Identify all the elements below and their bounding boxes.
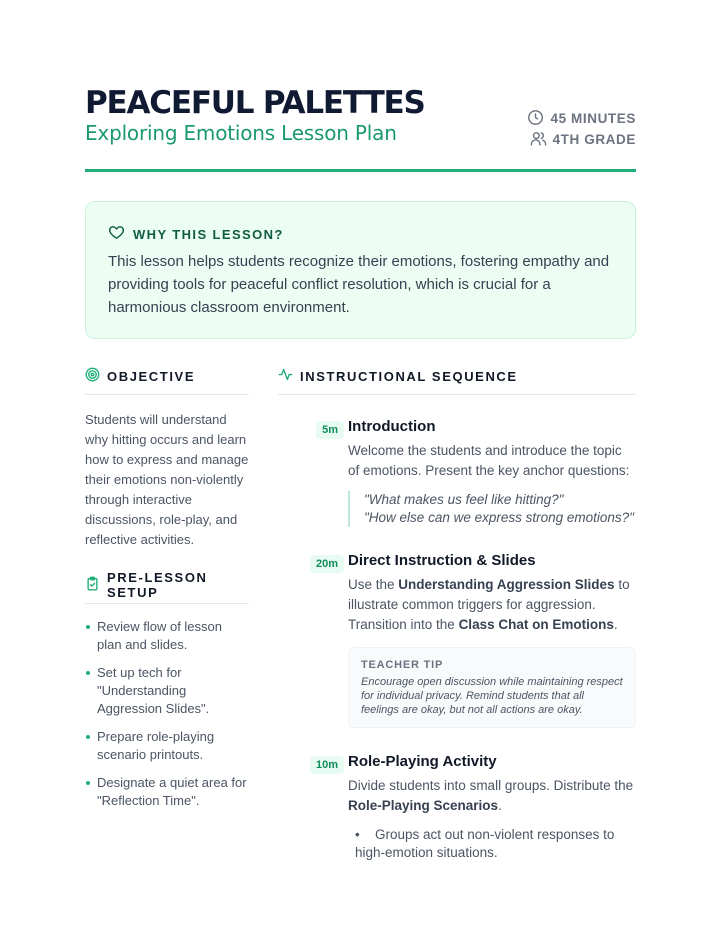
list-item: Prepare role-playing scenario printouts.: [85, 728, 249, 764]
tip-text: Encourage open discussion while maintaining respect for individual privacy. Remind students that all feelings are okay, but not all actions are okay.: [361, 676, 623, 716]
objective-heading: OBJECTIVE: [85, 366, 249, 386]
setup-heading: PRE-LESSON SETUP: [85, 575, 249, 595]
why-heading: WHY THIS LESSON?: [108, 224, 613, 244]
instructional-sequence-section: [278, 366, 636, 862]
time-badge: 5m: [316, 421, 344, 439]
why-this-lesson-card: [85, 201, 636, 339]
target-icon: [85, 367, 107, 385]
teacher-tip-box: [348, 647, 636, 728]
section-divider: [278, 394, 636, 395]
clipboard-check-icon: [85, 576, 107, 594]
clock-icon: [527, 109, 550, 129]
anchor-question: "What makes us feel like hitting?": [364, 492, 564, 507]
list-item: • Groups act out non-violent responses to high-emotion situations.: [355, 827, 615, 860]
lesson-header: [85, 84, 636, 148]
objective-text: Students will understand why hitting occurs and learn how to express and manage their emotions non-violently through interactive discussions, role-play, and reflective activities.: [85, 412, 249, 547]
left-column: [85, 366, 249, 820]
header-divider: [85, 169, 636, 172]
duration-label: 45 MINUTES: [550, 111, 636, 126]
list-item: Review flow of lesson plan and slides.: [85, 618, 249, 654]
time-badge: 20m: [310, 555, 344, 573]
setup-list: [85, 618, 249, 810]
step-text: Divide students into small groups. Distribute the Role-Playing Scenarios.: [348, 778, 634, 813]
step-title: Introduction: [348, 418, 436, 435]
list-item: Designate a quiet area for "Reflection Time".: [85, 774, 249, 810]
section-divider: [85, 603, 249, 604]
sequence-step-introduction: [278, 416, 636, 527]
activity-icon: [278, 367, 300, 385]
time-badge: 10m: [310, 756, 344, 774]
tip-heading: TEACHER TIP: [361, 659, 444, 671]
objective-section: [85, 366, 249, 550]
page-subtitle: Exploring Emotions Lesson Plan: [85, 121, 397, 145]
step-text: Use the Understanding Aggression Slides to illustrate common triggers for aggression. Transition into the Class Chat on Emotions.: [348, 577, 630, 632]
step-title: Role-Playing Activity: [348, 753, 497, 770]
lesson-meta: [527, 108, 636, 150]
page-title: PEACEFUL PALETTES: [85, 85, 425, 121]
grade-row: [527, 129, 636, 150]
anchor-questions: [348, 491, 636, 527]
duration-row: [527, 108, 636, 129]
step-text: Welcome the students and introduce the topic of emotions. Present the key anchor questions:: [348, 443, 630, 478]
activity-list: [348, 826, 636, 862]
sequence-step-direct-instruction: [278, 550, 636, 728]
scenarios-resource: Role-Playing Scenarios: [348, 798, 499, 813]
heart-icon: [108, 224, 133, 244]
users-icon: [530, 130, 553, 150]
pre-lesson-setup-section: [85, 570, 249, 810]
section-divider: [85, 394, 249, 395]
why-text: This lesson helps students recognize their emotions, fostering empathy and providing tools for peaceful conflict resolution, which is crucial for a harmonious classroom environment.: [108, 253, 610, 316]
sequence-heading: INSTRUCTIONAL SEQUENCE: [278, 366, 636, 386]
list-item: Set up tech for "Understanding Aggression Slides".: [85, 664, 249, 718]
class-chat-resource: Class Chat on Emotions: [458, 617, 614, 632]
sequence-step-role-playing: [278, 751, 636, 862]
anchor-question: "How else can we express strong emotions?": [364, 510, 634, 525]
slides-resource: Understanding Aggression Slides: [398, 577, 615, 592]
step-title: Direct Instruction & Slides: [348, 552, 536, 569]
grade-label: 4TH GRADE: [552, 132, 636, 147]
